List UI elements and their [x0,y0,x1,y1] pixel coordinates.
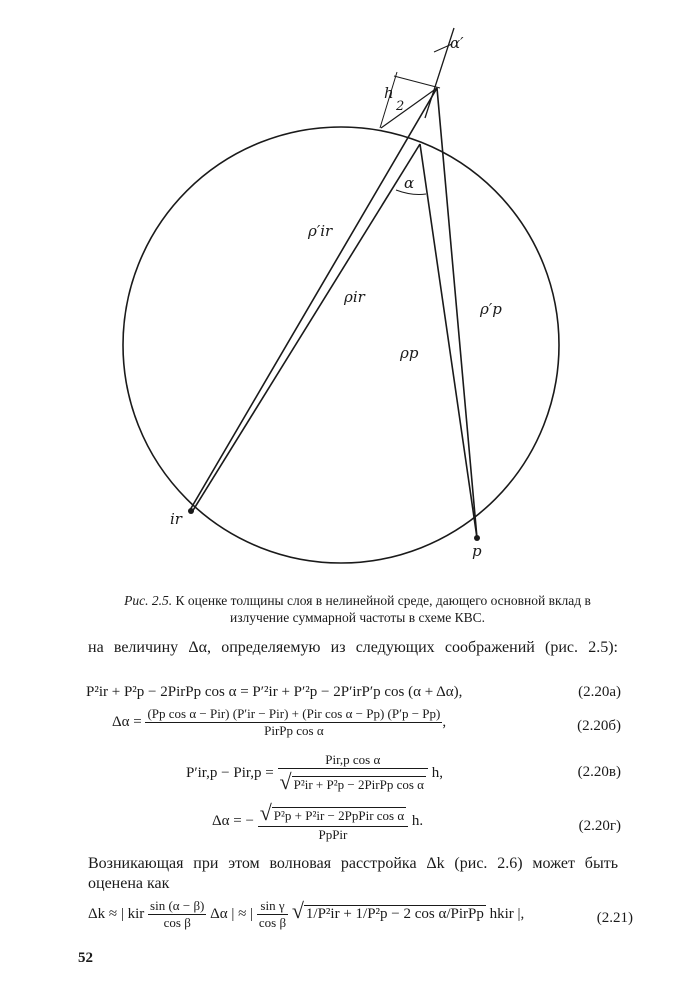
ray-p-outer [437,88,477,538]
eq-2-20g-numerator-wrap [258,800,408,827]
eq-2-20v-denominator: P²ir + P²p − 2PirPp cos α [293,777,424,792]
eq-2-20g-numerator: P²p + P²ir − 2PpPir cos α [273,808,405,823]
equation-number-2-20g: (2.20г) [578,818,621,834]
eq-2-20b-lhs: Δα = [112,713,142,730]
label-alpha-prime: α′ [450,34,464,52]
eq-2-20g-fraction [258,800,408,843]
equation-2-21 [88,898,524,931]
ray-p-inner [420,144,477,538]
eq-2-21-part2: Δα | ≈ | [210,906,254,922]
circle [123,127,559,563]
label-rho-p: ρp [400,344,419,362]
label-rho-ir-prime: ρ′ir [308,222,333,240]
eq-2-20g-denominator: PpPir [318,827,348,842]
caption-text: К оценке толщины слоя в нелинейной среде, дающего основной вклад в излучение суммарной частоты в схеме КВС. [172,593,591,625]
equation-2-20v [186,752,443,795]
label-point-p: p [472,542,482,560]
label-rho-p-prime: ρ′p [480,300,502,318]
label-h: h [384,84,394,102]
eq-2-21-fraction2 [257,898,288,931]
page-number: 52 [78,950,93,966]
equation-2-20a: P²ir + P²p − 2PirPp cos α = P′²ir + P′²p − 2P′irP′p cos (α + Δα), [86,684,463,700]
equation-2-20g [212,800,423,843]
eq-2-20g-lhs: Δα = − [212,812,254,829]
sqrt-sign: √ [279,769,292,794]
ray-ir-outer [190,88,437,510]
eq-2-20b-fraction [145,706,442,739]
equation-number-2-20v: (2.20в) [577,764,621,780]
eq-2-21-fraction1 [148,898,206,931]
eq-2-20g-tail: h. [411,812,424,829]
eq-2-21-frac2-numerator: sin γ [257,898,288,915]
sqrt-sign: √ [291,898,304,923]
eq-2-20b-denominator: PirPp cos α [264,723,324,738]
eq-2-21-frac1-denominator: cos β [163,915,191,931]
point-p [474,535,480,541]
figure-caption [120,592,595,626]
eq-2-21-root-body: 1/P²ir + 1/P²p − 2 cos α/PirPp [305,906,484,922]
label-alpha: α [404,174,415,192]
paragraph-2: Возникающая при этом волновая расстройка Δk (рис. 2.6) может быть оценена как [88,855,618,892]
ray-ir-inner [192,144,420,512]
label-two: 2 [396,99,405,114]
eq-2-20b-numerator: (Pp cos α − Pir) (P′ir − Pir) + (Pir cos α − Pp) (P′p − Pp) [147,706,441,721]
eq-2-20v-fraction [278,752,428,795]
point-ir [188,508,194,514]
eq-2-21-tail: hkir |, [489,906,525,922]
equation-number-2-20b: (2.20б) [577,718,621,734]
eq-2-21-frac1-numerator: sin (α − β) [150,898,205,914]
equation-2-20b [112,706,446,739]
label-point-ir: ir [170,510,182,528]
equation-number-2-21: (2.21) [596,910,633,926]
paragraph-1: на величину Δα, определяемую из следующих соображений (рис. 2.5): [88,639,618,656]
eq-2-21-part1: Δk ≈ | kir [88,906,145,922]
figure-number: Рис. 2.5. [124,593,173,608]
eq-2-20b-tail: , [442,713,447,730]
sqrt-sign: √ [259,800,272,825]
label-rho-ir: ρir [344,288,365,306]
h-extension-line [394,76,440,88]
eq-2-20v-tail: h, [431,764,443,781]
eq-2-20v-denominator-wrap [278,769,428,795]
equation-number-2-20a: (2.20а) [578,684,621,700]
eq-2-20v-numerator: Pir,p cos α [278,752,428,769]
eq-2-20v-lhs: P′ir,p − Pir,p = [186,764,274,781]
eq-2-21-frac2-denominator: cos β [258,915,287,931]
